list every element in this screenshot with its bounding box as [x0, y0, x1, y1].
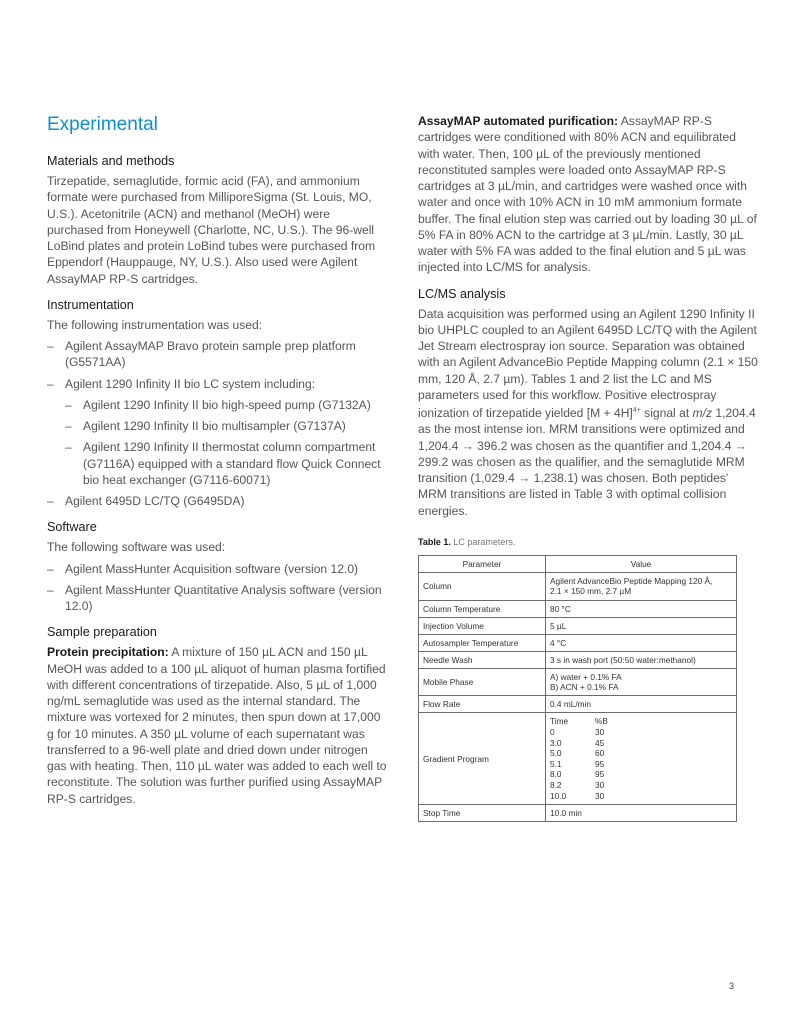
list-item: – Agilent MassHunter Acquisition software (version 12.0): [47, 561, 387, 577]
table-cell-value: 10.0 min: [546, 805, 737, 822]
table-cell-param: Flow Rate: [419, 696, 546, 713]
list-item: – Agilent AssayMAP Bravo protein sample prep platform (G5571AA): [47, 338, 387, 371]
lcms-section: [418, 286, 758, 519]
gradient-b: 30: [595, 779, 605, 790]
table-header-cell: Value: [546, 555, 737, 572]
lcms-text-c: 1,204.4 as the most intense ion. MRM transitions were optimized and 1,204.4 → 396.2 was chosen as the quantifier and 1,204.4 → 299.2 was chosen as the qualifier, and the semaglutide MRM transition (1,029.4 → 1,238.1) was chosen. Both peptides' MRM transitions are listed in Table 3 with optimal collision energies.: [418, 406, 756, 518]
sample-prep-paragraph: [47, 644, 387, 807]
software-section: [47, 519, 387, 614]
list-item: [47, 376, 387, 489]
instrumentation-intro: The following instrumentation was used:: [47, 317, 263, 332]
table-row: [419, 651, 737, 668]
gradient-b: 60: [595, 748, 605, 759]
table-caption-text: LC parameters.: [450, 536, 516, 547]
table-cell-param: Column Temperature: [419, 600, 546, 617]
right-column: [418, 113, 758, 822]
gradient-b: 95: [595, 769, 605, 780]
gradient-b: 30: [595, 790, 605, 801]
table-cell-param: Column: [419, 572, 546, 600]
table-cell-value: 4 °C: [546, 634, 737, 651]
table-cell-param: Needle Wash: [419, 651, 546, 668]
table-cell-value: 3 s in wash port (50:50 water:methanol): [546, 651, 737, 668]
list-item-text: Agilent 1290 Infinity II bio LC system including:: [65, 376, 316, 391]
gradient-time: 3.0: [550, 737, 562, 748]
gradient-b: 30: [595, 727, 605, 737]
lcms-heading: LC/MS analysis: [418, 286, 506, 301]
gradient-b: 95: [595, 758, 605, 769]
left-column: [47, 110, 387, 817]
table-row: [419, 634, 737, 651]
gradient-head-time: Time: [550, 716, 569, 727]
table-cell-value: 0.4 mL/min: [546, 696, 737, 713]
sublist-item: – Agilent 1290 Infinity II bio multisampler (G7137A): [65, 418, 387, 434]
lcms-paragraph: [418, 306, 758, 519]
page-number: 3: [729, 981, 735, 991]
instrumentation-section: [47, 297, 387, 510]
sublist-item: – Agilent 1290 Infinity II thermostat column compartment (G7116A) equipped with a standard flow Quick Connect bio heat exchanger (G7116-60071): [65, 439, 387, 488]
table-cell-value: [546, 713, 737, 805]
table-caption-label: Table 1.: [418, 536, 451, 547]
materials-section: [47, 153, 387, 287]
table-cell-line: A) water + 0.1% FA: [550, 671, 622, 682]
purification-text: AssayMAP RP-S cartridges were conditioned with 80% ACN and equilibrated with water. Then, 100 µL of the previously mentioned reconstituted samples were loaded onto AssayMAP RP-S cartridges at 3 µL/min, and cartridges were washed once with water and once with 10% ACN in 10 mM ammonium formate buffer. The final elution step was carried out by loading 30 µL of 5% FA in 80% ACN to the cartridge at 3 µL/min. Lastly, 30 µL water with 5% FA was added to the final elution and 5 µL was injected into LC/MS for analysis.: [418, 114, 757, 275]
table-cell-line: Agilent AdvanceBio Peptide Mapping 120 Å,: [550, 575, 713, 586]
lcms-text-b: signal at: [640, 406, 693, 421]
table-header-cell: Parameter: [419, 555, 546, 572]
gradient-time: 8.0: [550, 769, 562, 780]
table-row: [419, 668, 737, 696]
gradient-head-b: %B: [595, 716, 608, 727]
table-row: [419, 696, 737, 713]
gradient-time: 5.1: [550, 758, 562, 769]
gradient-time: 5.0: [550, 748, 562, 759]
gradient-time: 8.2: [550, 779, 562, 790]
gradient-time: 0: [550, 727, 555, 737]
table-row: [419, 600, 737, 617]
software-list: [47, 561, 387, 615]
table-row: [419, 617, 737, 634]
list-item: – Agilent MassHunter Quantitative Analysis software (version 12.0): [47, 582, 387, 615]
table-caption: [418, 537, 758, 547]
gradient-time: 10.0: [550, 790, 567, 801]
materials-paragraph: Tirzepatide, semaglutide, formic acid (FA), and ammonium formate were purchased from MilliporeSigma (St. Louis, MO, U.S.). Acetonitrile (ACN) and methanol (MeOH) were purchased from Honeywell (Charlotte, NC, U.S.). The 96-well LoBind plates and protein LoBind tubes were purchased from Eppendorf (Hauppauge, NY, U.S.). Also used were Agilent AssayMAP RP-S cartridges.: [47, 174, 376, 286]
section-title: Experimental: [47, 114, 158, 135]
sublist-item: – Agilent 1290 Infinity II bio high-speed pump (G7132A): [65, 397, 387, 413]
table-cell-value: 80 °C: [546, 600, 737, 617]
purification-paragraph: [418, 113, 758, 276]
table-row: [419, 805, 737, 822]
table-cell-param: Gradient Program: [419, 713, 546, 805]
sample-prep-section: [47, 624, 387, 807]
table-cell-line: 2.1 × 150 mm, 2.7 µM: [550, 586, 632, 597]
list-item: – Agilent 6495D LC/TQ (G6495DA): [47, 493, 387, 509]
sample-prep-heading: Sample preparation: [47, 625, 157, 640]
instrumentation-sublist: [65, 397, 387, 488]
table-header-row: [419, 555, 737, 572]
table-cell-param: Injection Volume: [419, 617, 546, 634]
table-cell-param: Stop Time: [419, 805, 546, 822]
lc-parameters-table: [418, 555, 737, 822]
mz-italic: m/z: [692, 406, 713, 421]
table-row: [419, 713, 737, 805]
table-cell-param: Mobile Phase: [419, 668, 546, 696]
table-cell-line: B) ACN + 0.1% FA: [550, 682, 619, 692]
table-cell-value: 5 µL: [546, 617, 737, 634]
software-heading: Software: [47, 520, 97, 535]
purification-lead: AssayMAP automated purification:: [418, 114, 619, 128]
materials-heading: Materials and methods: [47, 154, 175, 168]
table-cell-value: [546, 572, 737, 600]
charge-superscript: 4+: [632, 407, 641, 414]
table-row: [419, 572, 737, 600]
instrumentation-heading: Instrumentation: [47, 297, 134, 312]
software-intro: The following software was used:: [47, 540, 226, 555]
table-cell-value: [546, 668, 737, 696]
gradient-b: 45: [595, 737, 605, 748]
purification-section: [418, 113, 758, 276]
lcms-text-a: Data acquisition was performed using an Agilent 1290 Infinity II bio UHPLC coupled to an Agilent 6495D LC/TQ with the Agilent Jet Stream electrospray ion source. Separation was obtained with an Agilent AdvanceBio Peptide Mapping column (2.1 × 150 mm, 120 Å, 2.7 µm). Tables 1 and 2 list the LC and MS parameters used for this workflow. Positive electrospray ionization of tirzepatide yielded [M + 4H]: [418, 306, 758, 421]
sample-prep-text: A mixture of 150 µL ACN and 150 µL MeOH was added to a 100 µL aliquot of human plasma fortified with different concentrations of tirzepatide. Also, 5 µL of 1,000 ng/mL semaglutide was used as the internal standard. The mixture was vortexed for 2 minutes, then spun down at 17,000 g for 10 minutes. A 350 µL volume of each supernatant was transferred to a 96-well plate and dried down under nitrogen gas with heating. Then, 110 µL water was added to each well to reconstitute. The solution was further purified using AssayMAP RP-S cartridges.: [47, 645, 387, 806]
instrumentation-list: [47, 338, 387, 509]
gradient-grid: [550, 716, 732, 801]
sample-prep-lead: Protein precipitation:: [47, 645, 169, 660]
table-cell-param: Autosampler Temperature: [419, 634, 546, 651]
